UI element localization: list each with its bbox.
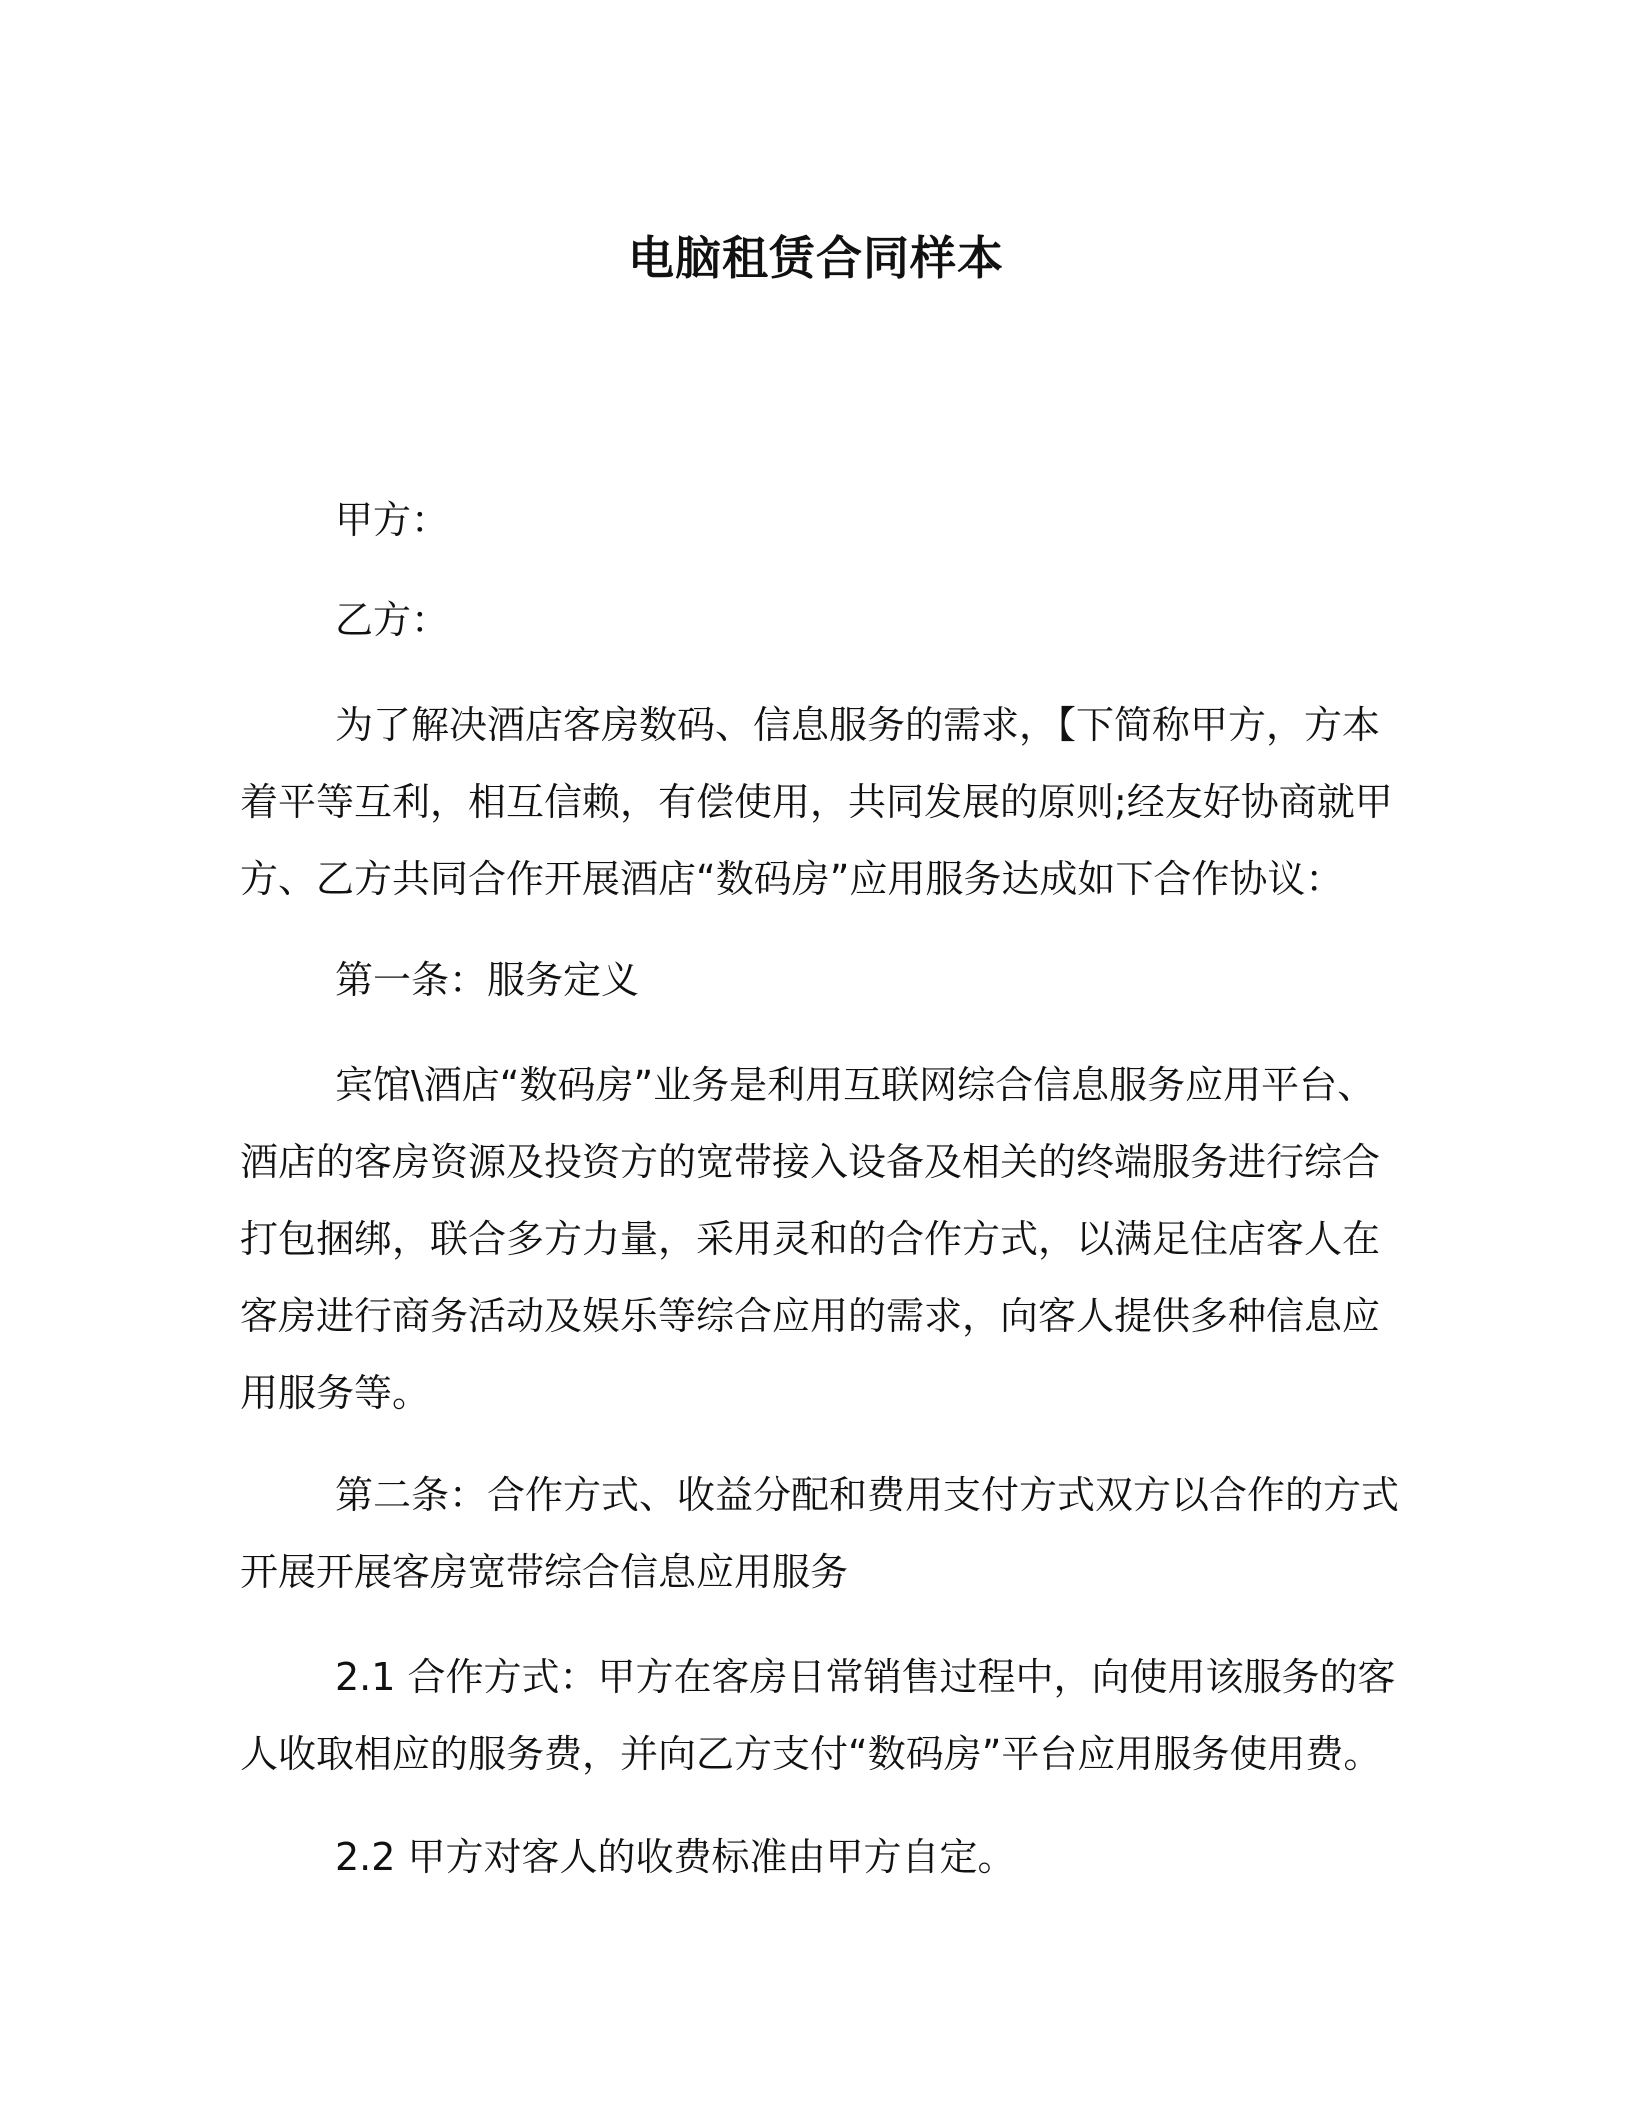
party-b-label: 乙方：: [335, 598, 450, 642]
article1-line-5: 用服务等。: [240, 1371, 431, 1415]
clause-2-1-line-2: 人收取相应的服务费，并向乙方支付“数码房”平台应用服务使用费。: [240, 1732, 1382, 1776]
article1-line-3: 打包捆绑，联合多方力量，采用灵和的合作方式，以满足住店客人在: [240, 1217, 1381, 1261]
intro-line-1: 为了解决酒店客房数码、信息服务的需求，【下简称甲方，方本: [335, 703, 1381, 747]
article1-line-2: 酒店的客房资源及投资方的宽带接入设备及相关的终端服务进行综合: [240, 1140, 1381, 1184]
document-title: 电脑租赁合同样本: [628, 231, 1004, 285]
article2-line-2: 开展开展客房宽带综合信息应用服务: [240, 1550, 849, 1594]
intro-line-3: 方、乙方共同合作开展酒店“数码房”应用服务达成如下合作协议：: [240, 857, 1344, 901]
party-a-label: 甲方：: [335, 498, 450, 542]
article1-line-1: 宾馆\酒店“数码房”业务是利用互联网综合信息服务应用平台、: [335, 1063, 1376, 1107]
intro-line-2: 着平等互利，相互信赖，有偿使用，共同发展的原则;经友好协商就甲: [240, 780, 1393, 824]
article1-line-4: 客房进行商务活动及娱乐等综合应用的需求，向客人提供多种信息应: [240, 1294, 1381, 1338]
article2-line-1: 第二条：合作方式、收益分配和费用支付方式双方以合作的方式: [335, 1473, 1400, 1517]
clause-2-2: 2.2 甲方对客人的收费标准由甲方自定。: [335, 1835, 1016, 1879]
article1-heading: 第一条：服务定义: [335, 958, 640, 1002]
clause-2-1-line-1: 2.1 合作方式：甲方在客房日常销售过程中，向使用该服务的客: [335, 1655, 1396, 1699]
